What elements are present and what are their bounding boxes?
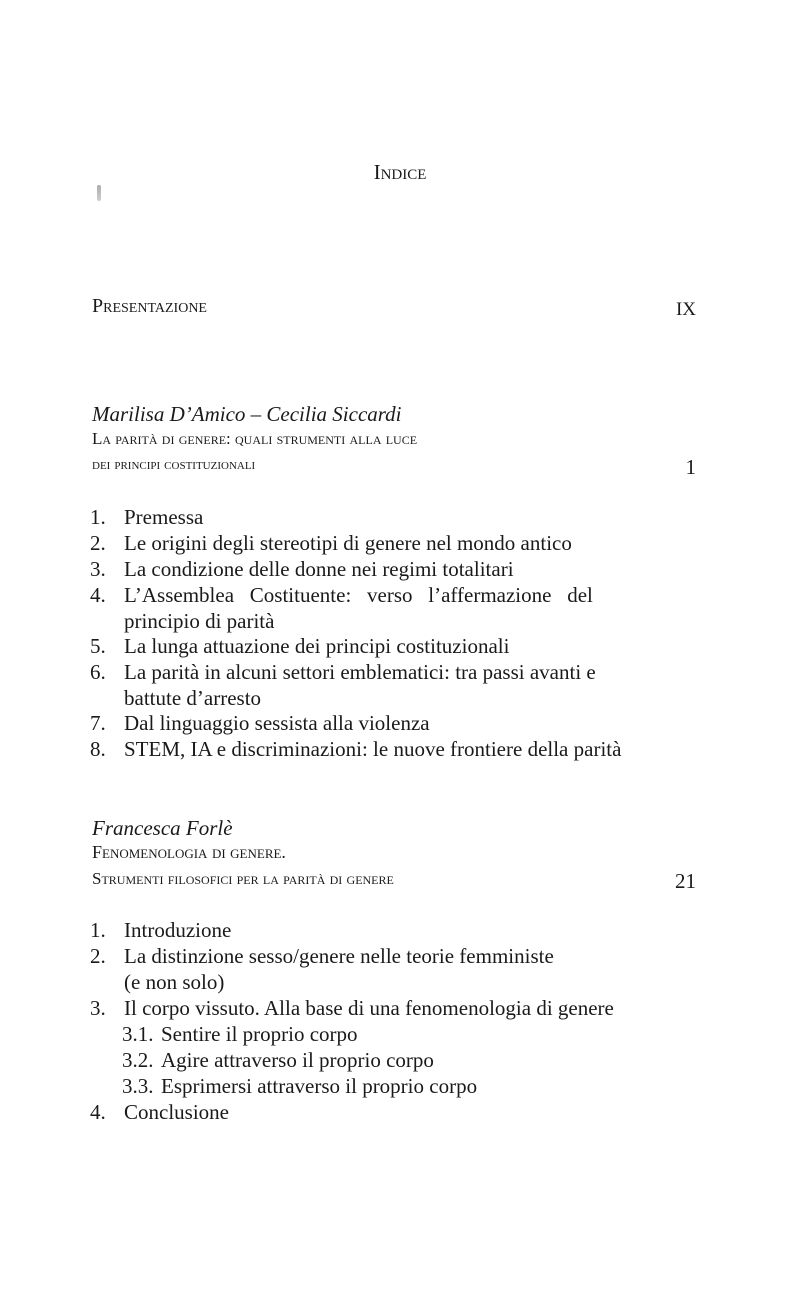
item-text: Le origini degli stereotipi di genere nel mondo antico <box>124 531 572 555</box>
chapter2-page: 21 <box>675 869 696 893</box>
item-number: 4. <box>90 583 106 607</box>
item-text: STEM, IA e discriminazioni: le nuove frontiere della parità <box>124 737 622 761</box>
item-number: 6. <box>90 660 106 684</box>
item-text: Esprimersi attraverso il proprio corpo <box>161 1074 478 1098</box>
item-text: La condizione delle donne nei regimi totalitari <box>124 557 514 581</box>
item-number: 7. <box>90 711 106 735</box>
list-item <box>0 737 800 761</box>
list-item <box>0 996 800 1020</box>
list-item <box>0 1048 800 1072</box>
list-item <box>0 531 800 555</box>
page-title: Indice <box>373 160 427 184</box>
item-number: 8. <box>90 737 106 761</box>
item-text: Premessa <box>124 505 204 529</box>
list-item <box>0 557 800 581</box>
item-number: 2. <box>90 944 106 968</box>
chapter2-author: Francesca Forlè <box>92 816 233 840</box>
item-text: Conclusione <box>124 1100 229 1124</box>
item-number: 3.2. <box>122 1048 154 1072</box>
item-text: Dal linguaggio sessista alla violenza <box>124 711 430 735</box>
item-text: Il corpo vissuto. Alla base di una fenomenologia di genere <box>124 996 614 1020</box>
chapter1-author: Marilisa D’Amico – Cecilia Siccardi <box>92 402 402 426</box>
chapter2-title-line2: Strumenti filosofici per la parità di genere <box>92 869 394 888</box>
list-item <box>0 1100 800 1124</box>
item-text-continuation: principio di parità <box>124 609 275 633</box>
list-item <box>0 660 800 710</box>
list-item <box>0 711 800 735</box>
presentazione-label: Presentazione <box>92 295 207 317</box>
item-text: La lunga attuazione dei principi costituzionali <box>124 634 510 658</box>
chapter1-title-line2: dei principi costituzionali <box>92 456 256 473</box>
item-number: 3. <box>90 996 106 1020</box>
item-text-continuation: battute d’arresto <box>124 686 262 710</box>
item-number: 1. <box>90 918 106 942</box>
item-number: 2. <box>90 531 106 555</box>
item-number: 5. <box>90 634 106 658</box>
chapter2-title-line1: Fenomenologia di genere. <box>92 842 286 862</box>
item-text: Introduzione <box>124 918 232 942</box>
list-item <box>0 944 800 994</box>
list-item <box>0 505 800 529</box>
list-item <box>0 1022 800 1046</box>
presentazione-page: IX <box>675 299 696 320</box>
item-text: La distinzione sesso/genere nelle teorie femministe <box>124 944 554 968</box>
item-number: 4. <box>90 1100 106 1124</box>
scan-speck <box>97 185 101 201</box>
item-text: Agire attraverso il proprio corpo <box>161 1048 434 1072</box>
item-number: 3.1. <box>122 1022 154 1046</box>
list-item <box>0 634 800 658</box>
list-item <box>0 1074 800 1098</box>
item-text: La parità in alcuni settori emblematici: tra passi avanti e <box>124 660 596 684</box>
chapter1-title-line1: La parità di genere: quali strumenti alla luce <box>92 429 418 448</box>
item-number: 1. <box>90 505 106 529</box>
item-text: Sentire il proprio corpo <box>161 1022 358 1046</box>
list-item <box>0 918 800 942</box>
item-number: 3. <box>90 557 106 581</box>
chapter1-page: 1 <box>685 455 696 479</box>
list-item <box>0 583 800 633</box>
item-number: 3.3. <box>122 1074 154 1098</box>
item-text-continuation: (e non solo) <box>124 970 225 994</box>
item-text: L’Assemblea Costituente: verso l’affermazione del <box>124 583 593 607</box>
